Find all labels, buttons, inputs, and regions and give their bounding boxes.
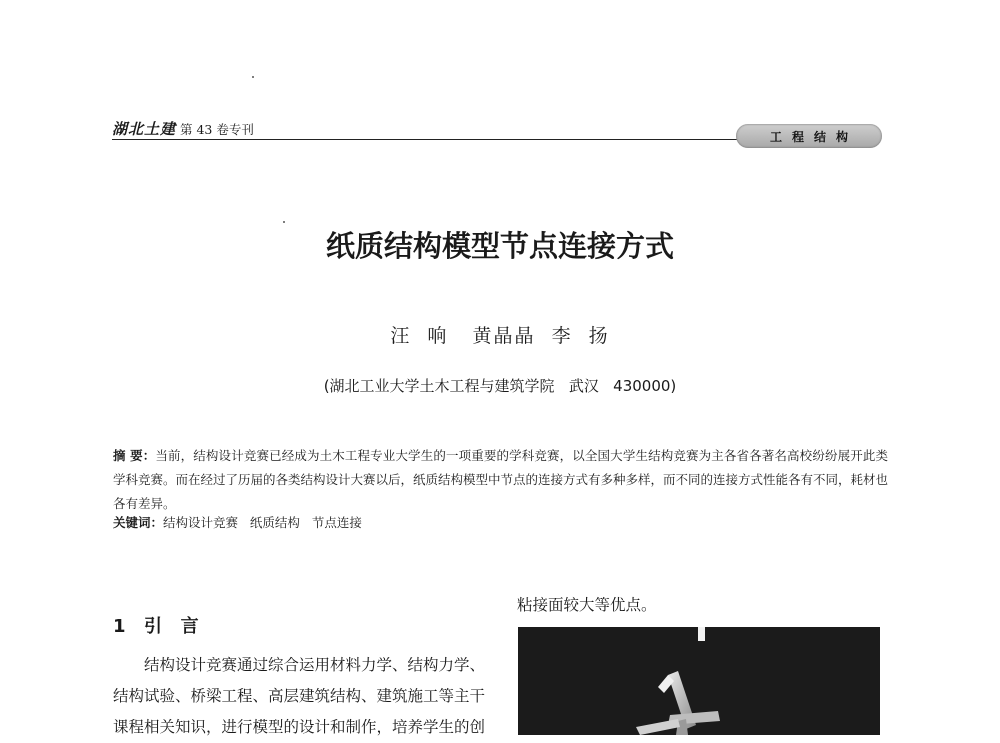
- keywords: [113, 513, 362, 531]
- abstract: [113, 444, 888, 516]
- section-tag-label: 工程结构: [769, 129, 858, 144]
- body-line: 结构试验、桥梁工程、高层建筑结构、建筑施工等主干: [113, 687, 486, 705]
- issue-label: 第 43 卷专刊: [180, 122, 254, 137]
- section-body: [113, 650, 493, 743]
- body-line: 课程相关知识，进行模型的设计和制作，培养学生的创: [113, 718, 486, 736]
- section-tag: [736, 124, 882, 148]
- abstract-label: 摘 要：: [113, 448, 156, 463]
- keywords-label: 关键词：: [113, 515, 164, 530]
- scan-speck: [252, 76, 254, 78]
- joint-model-photo: [518, 627, 880, 735]
- journal-name: 湖北土建: [112, 120, 177, 138]
- article-title: 纸质结构模型节点连接方式: [325, 229, 674, 263]
- right-column-text: 粘接面较大等优点。: [517, 596, 657, 614]
- paper-joint-shape: [518, 627, 880, 735]
- scan-speck: [283, 221, 285, 223]
- article-authors: 汪 响 黄晶晶 李 扬: [390, 325, 610, 347]
- abstract-text: 当前，结构设计竞赛已经成为土木工程专业大学生的一项重要的学科竞赛，以全国大学生结构竞赛为主各省各著名高校纷纷展开此类学科竞赛。而在经过了历届的各类结构设计大赛以后，纸质结构模型中节点的连接方式有多种多样，而不同的连接方式性能各有不同，耗材也各有差异。: [113, 448, 889, 511]
- header-rule: [112, 139, 752, 140]
- section-heading: 1 引 言: [113, 616, 201, 637]
- body-line: 结构设计竞赛通过综合运用材料力学、结构力学、: [144, 656, 486, 674]
- author-affiliation: (湖北工业大学土木工程与建筑学院 武汉 430000): [323, 377, 677, 395]
- keywords-text: 结构设计竞赛 纸质结构 节点连接: [163, 515, 362, 530]
